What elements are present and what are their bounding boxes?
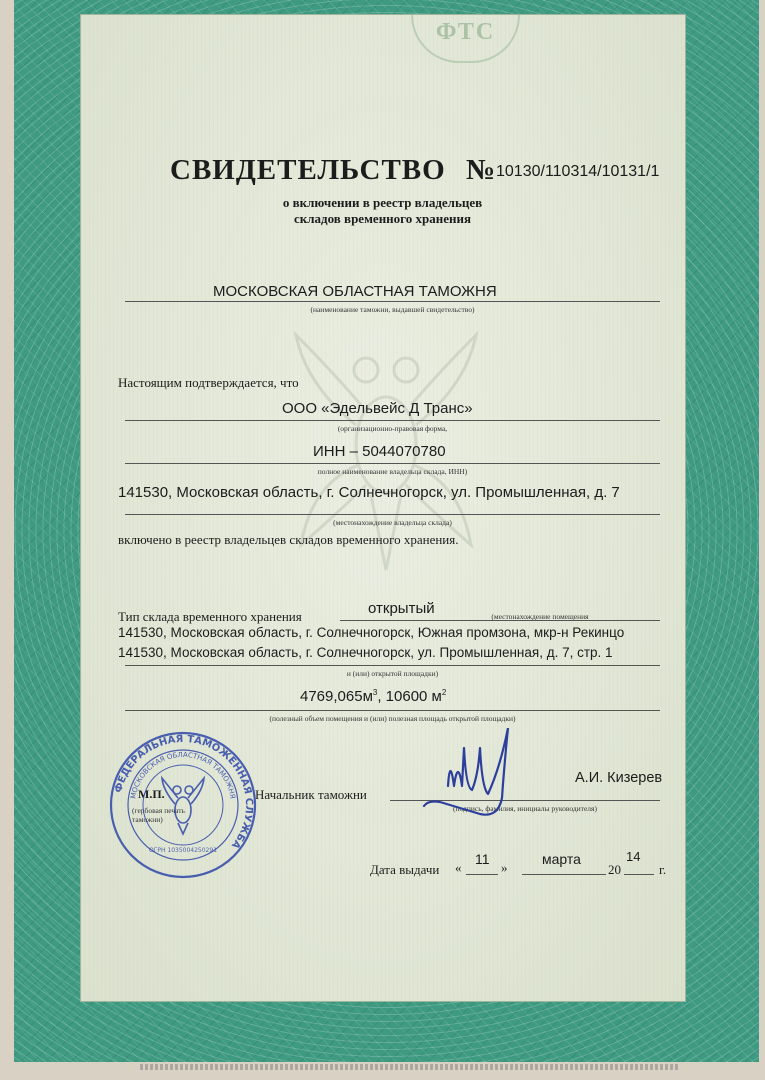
issue-day: 11	[475, 851, 490, 867]
official-round-stamp	[108, 730, 258, 880]
location-underline	[125, 665, 660, 666]
location-2-caption: и (или) открытой площадки)	[346, 669, 439, 678]
address-underline	[125, 514, 660, 515]
volume-caption: (полезный объем помещения и (или) полезная площадь открытой площадки)	[269, 714, 516, 723]
issue-month: марта	[542, 851, 581, 867]
fts-watermark	[411, 15, 520, 63]
certificate-title	[170, 154, 496, 187]
holder-org-name: ООО «Эдельвейс Д Транс»	[282, 400, 473, 417]
stamp-ogrn: ОГРН 1035004250291	[148, 847, 218, 854]
year-suffix: 14	[626, 849, 641, 864]
warehouse-type-label: Тип склада временного хранения	[118, 609, 302, 624]
warehouse-type-value: открытый	[368, 600, 435, 617]
org-underline	[125, 420, 660, 421]
issuer-name: МОСКОВСКАЯ ОБЛАСТНАЯ ТАМОЖНЯ	[213, 283, 497, 300]
location-caption: (местонахождение помещения	[491, 612, 589, 621]
year-prefix: 20	[608, 862, 621, 877]
close-quote: »	[501, 860, 508, 875]
inn-underline	[125, 463, 660, 464]
year-unit: г.	[659, 862, 667, 877]
stamp-inner-text: МОСКОВСКАЯ ОБЛАСТНАЯ ТАМОЖНЯ	[129, 750, 237, 800]
printer-imprint-band	[140, 1064, 680, 1070]
number-sign: №	[465, 154, 497, 186]
certificate-number: 10130/110314/10131/1	[496, 163, 660, 180]
stamp-outer-text: ФЕДЕРАЛЬНАЯ ТАМОЖЕННАЯ СЛУЖБА	[113, 733, 255, 851]
holder-inn: ИНН – 5044070780	[313, 443, 446, 460]
issuer-underline	[125, 301, 660, 302]
area-unit-sup: 2	[441, 688, 447, 697]
stamp-eagle-icon	[162, 778, 204, 834]
fts-watermark-text: ФТС	[435, 19, 496, 45]
certificate-title-word: СВИДЕТЕЛЬСТВО	[170, 154, 446, 186]
stamp-place-note: (гербовая печать таможни)	[132, 806, 185, 824]
holder-address: 141530, Московская область, г. Солнечногорск, ул. Промышленная, д. 7	[118, 484, 620, 501]
issuer-caption: (наименование таможни, выдавшей свидетельство)	[310, 305, 475, 314]
org-caption: (организационно-правовая форма,	[337, 424, 448, 433]
open-quote: «	[455, 860, 462, 875]
area-value: , 10600 м	[377, 688, 442, 705]
subtitle-line-1: о включении в реестр владельцев	[282, 195, 483, 210]
warehouse-volume-area	[300, 688, 446, 705]
inn-caption: полное наименование владельца склада, ИНН)	[317, 467, 468, 476]
warehouse-location-1: 141530, Московская область, г. Солнечногорск, Южная промзона, мкр-н Рекинцо	[118, 625, 625, 640]
issue-date-label: Дата выдачи	[370, 862, 440, 877]
included-statement: включено в реестр владельцев складов временного хранения.	[118, 532, 459, 547]
confirmation-intro: Настоящим подтверждается, что	[118, 375, 299, 390]
volume-unit-sup: 3	[372, 688, 378, 697]
warehouse-location-2: 141530, Московская область, г. Солнечногорск, ул. Промышленная, д. 7, стр. 1	[118, 645, 613, 660]
signatory-position: Начальник таможни	[255, 787, 367, 802]
month-underline	[522, 874, 606, 875]
signature-caption: (подпись, фамилия, инициалы руководителя)	[453, 804, 597, 813]
signatory-name: А.И. Кизерев	[575, 770, 663, 786]
day-underline	[466, 874, 498, 875]
stamp-place-label: М.П.	[138, 787, 165, 801]
address-caption: (местонахождение владельца склада)	[333, 518, 452, 527]
volume-underline	[125, 710, 660, 711]
subtitle-line-2: складов временного хранения	[293, 211, 472, 226]
handwritten-signature	[420, 728, 530, 824]
volume-value: 4769,065м	[300, 688, 373, 705]
year-underline	[624, 874, 654, 875]
